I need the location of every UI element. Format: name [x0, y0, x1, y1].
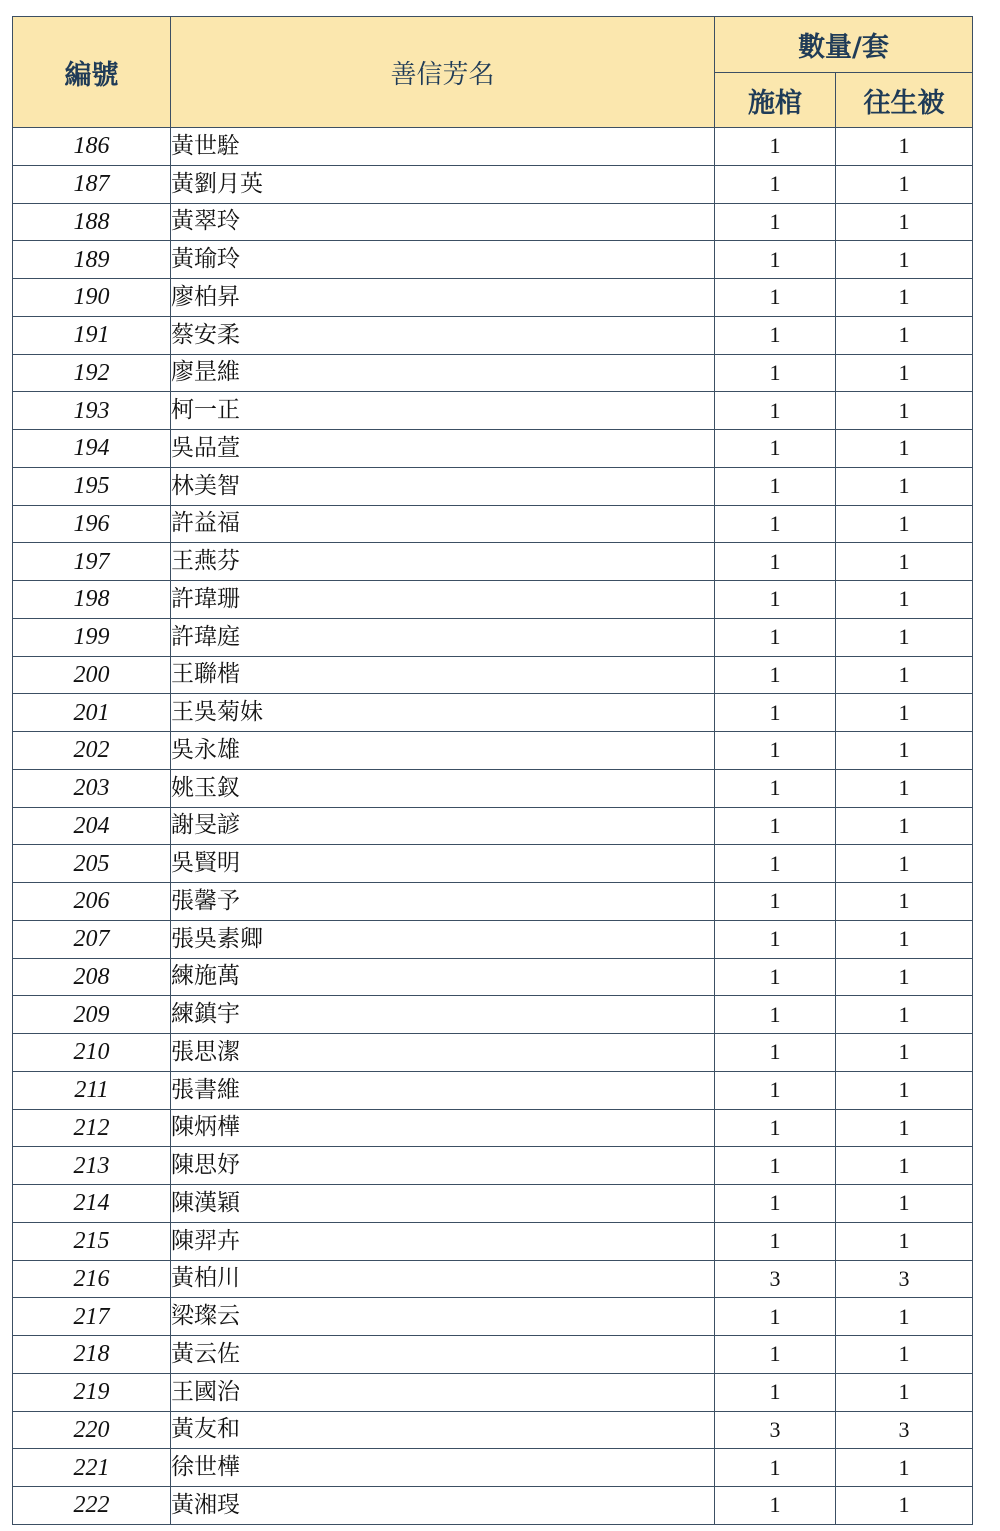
row-number: 196 — [13, 505, 171, 543]
row-coffin-qty: 1 — [715, 1034, 836, 1072]
row-donor-name: 柯一正 — [171, 392, 715, 430]
row-donor-name: 謝旻諺 — [171, 807, 715, 845]
row-coffin-qty: 1 — [715, 845, 836, 883]
row-coffin-qty: 1 — [715, 467, 836, 505]
row-donor-name: 王燕芬 — [171, 543, 715, 581]
row-quilt-qty: 1 — [836, 1185, 973, 1223]
header-number: 編號 — [13, 17, 171, 128]
row-number: 197 — [13, 543, 171, 581]
table-row — [13, 996, 973, 1034]
row-quilt-qty: 1 — [836, 241, 973, 279]
row-coffin-qty: 3 — [715, 1260, 836, 1298]
row-coffin-qty: 1 — [715, 165, 836, 203]
row-donor-name: 廖昰維 — [171, 354, 715, 392]
row-coffin-qty: 1 — [715, 694, 836, 732]
row-coffin-qty: 1 — [715, 996, 836, 1034]
table-row — [13, 1260, 973, 1298]
table-row — [13, 845, 973, 883]
table-row — [13, 279, 973, 317]
table-row — [13, 1487, 973, 1525]
row-quilt-qty: 1 — [836, 1147, 973, 1185]
row-coffin-qty: 1 — [715, 1373, 836, 1411]
row-number: 194 — [13, 430, 171, 468]
row-quilt-qty: 1 — [836, 996, 973, 1034]
row-quilt-qty: 1 — [836, 732, 973, 770]
row-donor-name: 張馨予 — [171, 883, 715, 921]
row-number: 198 — [13, 581, 171, 619]
row-coffin-qty: 1 — [715, 769, 836, 807]
row-donor-name: 吳賢明 — [171, 845, 715, 883]
row-number: 220 — [13, 1411, 171, 1449]
row-quilt-qty: 1 — [836, 1487, 973, 1525]
row-donor-name: 黃柏川 — [171, 1260, 715, 1298]
row-donor-name: 梁璨云 — [171, 1298, 715, 1336]
row-number: 205 — [13, 845, 171, 883]
row-coffin-qty: 1 — [715, 505, 836, 543]
row-coffin-qty: 1 — [715, 920, 836, 958]
header-quantity-group: 數量/套 — [715, 17, 973, 73]
table-row — [13, 1071, 973, 1109]
header-quilt: 往生被 — [836, 73, 973, 128]
row-quilt-qty: 1 — [836, 1336, 973, 1374]
row-quilt-qty: 3 — [836, 1411, 973, 1449]
row-quilt-qty: 1 — [836, 694, 973, 732]
row-donor-name: 黃世駩 — [171, 128, 715, 166]
row-quilt-qty: 1 — [836, 1034, 973, 1072]
row-quilt-qty: 1 — [836, 430, 973, 468]
row-quilt-qty: 1 — [836, 581, 973, 619]
row-quilt-qty: 1 — [836, 354, 973, 392]
row-coffin-qty: 1 — [715, 732, 836, 770]
row-quilt-qty: 1 — [836, 128, 973, 166]
row-donor-name: 許益福 — [171, 505, 715, 543]
row-number: 189 — [13, 241, 171, 279]
row-number: 222 — [13, 1487, 171, 1525]
header-coffin: 施棺 — [715, 73, 836, 128]
row-number: 204 — [13, 807, 171, 845]
row-coffin-qty: 1 — [715, 203, 836, 241]
table-header — [13, 17, 973, 128]
row-number: 193 — [13, 392, 171, 430]
table-row — [13, 694, 973, 732]
row-number: 216 — [13, 1260, 171, 1298]
row-coffin-qty: 1 — [715, 1109, 836, 1147]
table-row — [13, 354, 973, 392]
row-donor-name: 黃友和 — [171, 1411, 715, 1449]
row-donor-name: 張思潔 — [171, 1034, 715, 1072]
table-row — [13, 1336, 973, 1374]
table-body — [13, 128, 973, 1525]
table-row — [13, 128, 973, 166]
row-donor-name: 張書維 — [171, 1071, 715, 1109]
row-coffin-qty: 1 — [715, 543, 836, 581]
row-coffin-qty: 1 — [715, 807, 836, 845]
row-number: 203 — [13, 769, 171, 807]
row-number: 207 — [13, 920, 171, 958]
row-donor-name: 黃湘琝 — [171, 1487, 715, 1525]
row-coffin-qty: 3 — [715, 1411, 836, 1449]
table-row — [13, 1411, 973, 1449]
row-number: 208 — [13, 958, 171, 996]
table-row — [13, 1222, 973, 1260]
row-number: 209 — [13, 996, 171, 1034]
row-coffin-qty: 1 — [715, 1298, 836, 1336]
row-donor-name: 王聯楷 — [171, 656, 715, 694]
row-quilt-qty: 1 — [836, 656, 973, 694]
row-quilt-qty: 3 — [836, 1260, 973, 1298]
table-row — [13, 467, 973, 505]
table-row — [13, 807, 973, 845]
row-coffin-qty: 1 — [715, 656, 836, 694]
row-number: 186 — [13, 128, 171, 166]
row-donor-name: 黃瑜玲 — [171, 241, 715, 279]
table-row — [13, 1034, 973, 1072]
table-row — [13, 958, 973, 996]
row-number: 211 — [13, 1071, 171, 1109]
row-number: 213 — [13, 1147, 171, 1185]
row-coffin-qty: 1 — [715, 392, 836, 430]
row-quilt-qty: 1 — [836, 505, 973, 543]
row-quilt-qty: 1 — [836, 392, 973, 430]
table-row — [13, 1449, 973, 1487]
row-quilt-qty: 1 — [836, 1298, 973, 1336]
table-row — [13, 165, 973, 203]
row-coffin-qty: 1 — [715, 1147, 836, 1185]
table-row — [13, 1185, 973, 1223]
row-coffin-qty: 1 — [715, 241, 836, 279]
row-donor-name: 黃翠玲 — [171, 203, 715, 241]
row-coffin-qty: 1 — [715, 581, 836, 619]
row-quilt-qty: 1 — [836, 279, 973, 317]
row-donor-name: 王吳菊妹 — [171, 694, 715, 732]
row-donor-name: 練施萬 — [171, 958, 715, 996]
table-row — [13, 1373, 973, 1411]
row-number: 191 — [13, 316, 171, 354]
row-donor-name: 王國治 — [171, 1373, 715, 1411]
row-number: 206 — [13, 883, 171, 921]
table-row — [13, 505, 973, 543]
header-donor-name: 善信芳名 — [171, 17, 715, 128]
row-donor-name: 陳思妤 — [171, 1147, 715, 1185]
row-donor-name: 蔡安柔 — [171, 316, 715, 354]
row-number: 210 — [13, 1034, 171, 1072]
table-row — [13, 920, 973, 958]
row-donor-name: 黃劉月英 — [171, 165, 715, 203]
row-quilt-qty: 1 — [836, 807, 973, 845]
table-row — [13, 203, 973, 241]
row-quilt-qty: 1 — [836, 618, 973, 656]
row-coffin-qty: 1 — [715, 279, 836, 317]
row-coffin-qty: 1 — [715, 618, 836, 656]
row-donor-name: 姚玉釵 — [171, 769, 715, 807]
row-quilt-qty: 1 — [836, 316, 973, 354]
row-number: 219 — [13, 1373, 171, 1411]
table-row — [13, 1109, 973, 1147]
row-donor-name: 廖柏昇 — [171, 279, 715, 317]
row-quilt-qty: 1 — [836, 543, 973, 581]
row-donor-name: 陳漢穎 — [171, 1185, 715, 1223]
row-number: 201 — [13, 694, 171, 732]
row-number: 215 — [13, 1222, 171, 1260]
row-donor-name: 許瑋庭 — [171, 618, 715, 656]
row-donor-name: 陳羿卉 — [171, 1222, 715, 1260]
table-row — [13, 769, 973, 807]
row-quilt-qty: 1 — [836, 958, 973, 996]
row-donor-name: 陳炳樺 — [171, 1109, 715, 1147]
row-quilt-qty: 1 — [836, 467, 973, 505]
row-coffin-qty: 1 — [715, 354, 836, 392]
row-number: 190 — [13, 279, 171, 317]
row-donor-name: 吳品萱 — [171, 430, 715, 468]
row-number: 217 — [13, 1298, 171, 1336]
donor-table — [12, 16, 973, 1525]
table-row — [13, 543, 973, 581]
table-row — [13, 1298, 973, 1336]
row-number: 195 — [13, 467, 171, 505]
row-number: 218 — [13, 1336, 171, 1374]
row-coffin-qty: 1 — [715, 1071, 836, 1109]
row-number: 212 — [13, 1109, 171, 1147]
row-number: 202 — [13, 732, 171, 770]
row-quilt-qty: 1 — [836, 883, 973, 921]
table-row — [13, 883, 973, 921]
table-row — [13, 316, 973, 354]
row-number: 199 — [13, 618, 171, 656]
row-donor-name: 林美智 — [171, 467, 715, 505]
table-row — [13, 241, 973, 279]
row-coffin-qty: 1 — [715, 883, 836, 921]
row-donor-name: 徐世樺 — [171, 1449, 715, 1487]
row-quilt-qty: 1 — [836, 1109, 973, 1147]
row-quilt-qty: 1 — [836, 203, 973, 241]
row-number: 221 — [13, 1449, 171, 1487]
row-quilt-qty: 1 — [836, 920, 973, 958]
table-row — [13, 656, 973, 694]
row-number: 187 — [13, 165, 171, 203]
row-number: 192 — [13, 354, 171, 392]
table-row — [13, 1147, 973, 1185]
table-row — [13, 392, 973, 430]
row-coffin-qty: 1 — [715, 128, 836, 166]
row-quilt-qty: 1 — [836, 1449, 973, 1487]
row-coffin-qty: 1 — [715, 430, 836, 468]
row-donor-name: 張吳素卿 — [171, 920, 715, 958]
row-coffin-qty: 1 — [715, 1185, 836, 1223]
row-quilt-qty: 1 — [836, 1071, 973, 1109]
row-coffin-qty: 1 — [715, 1487, 836, 1525]
row-coffin-qty: 1 — [715, 1222, 836, 1260]
row-quilt-qty: 1 — [836, 1373, 973, 1411]
row-quilt-qty: 1 — [836, 165, 973, 203]
table-row — [13, 618, 973, 656]
row-coffin-qty: 1 — [715, 958, 836, 996]
row-quilt-qty: 1 — [836, 845, 973, 883]
row-number: 188 — [13, 203, 171, 241]
row-quilt-qty: 1 — [836, 1222, 973, 1260]
row-quilt-qty: 1 — [836, 769, 973, 807]
row-number: 214 — [13, 1185, 171, 1223]
table-row — [13, 581, 973, 619]
row-donor-name: 練鎮宇 — [171, 996, 715, 1034]
row-coffin-qty: 1 — [715, 316, 836, 354]
row-coffin-qty: 1 — [715, 1449, 836, 1487]
table-row — [13, 732, 973, 770]
row-donor-name: 許瑋珊 — [171, 581, 715, 619]
table-row — [13, 430, 973, 468]
row-donor-name: 黃云佐 — [171, 1336, 715, 1374]
row-donor-name: 吳永雄 — [171, 732, 715, 770]
row-coffin-qty: 1 — [715, 1336, 836, 1374]
row-number: 200 — [13, 656, 171, 694]
